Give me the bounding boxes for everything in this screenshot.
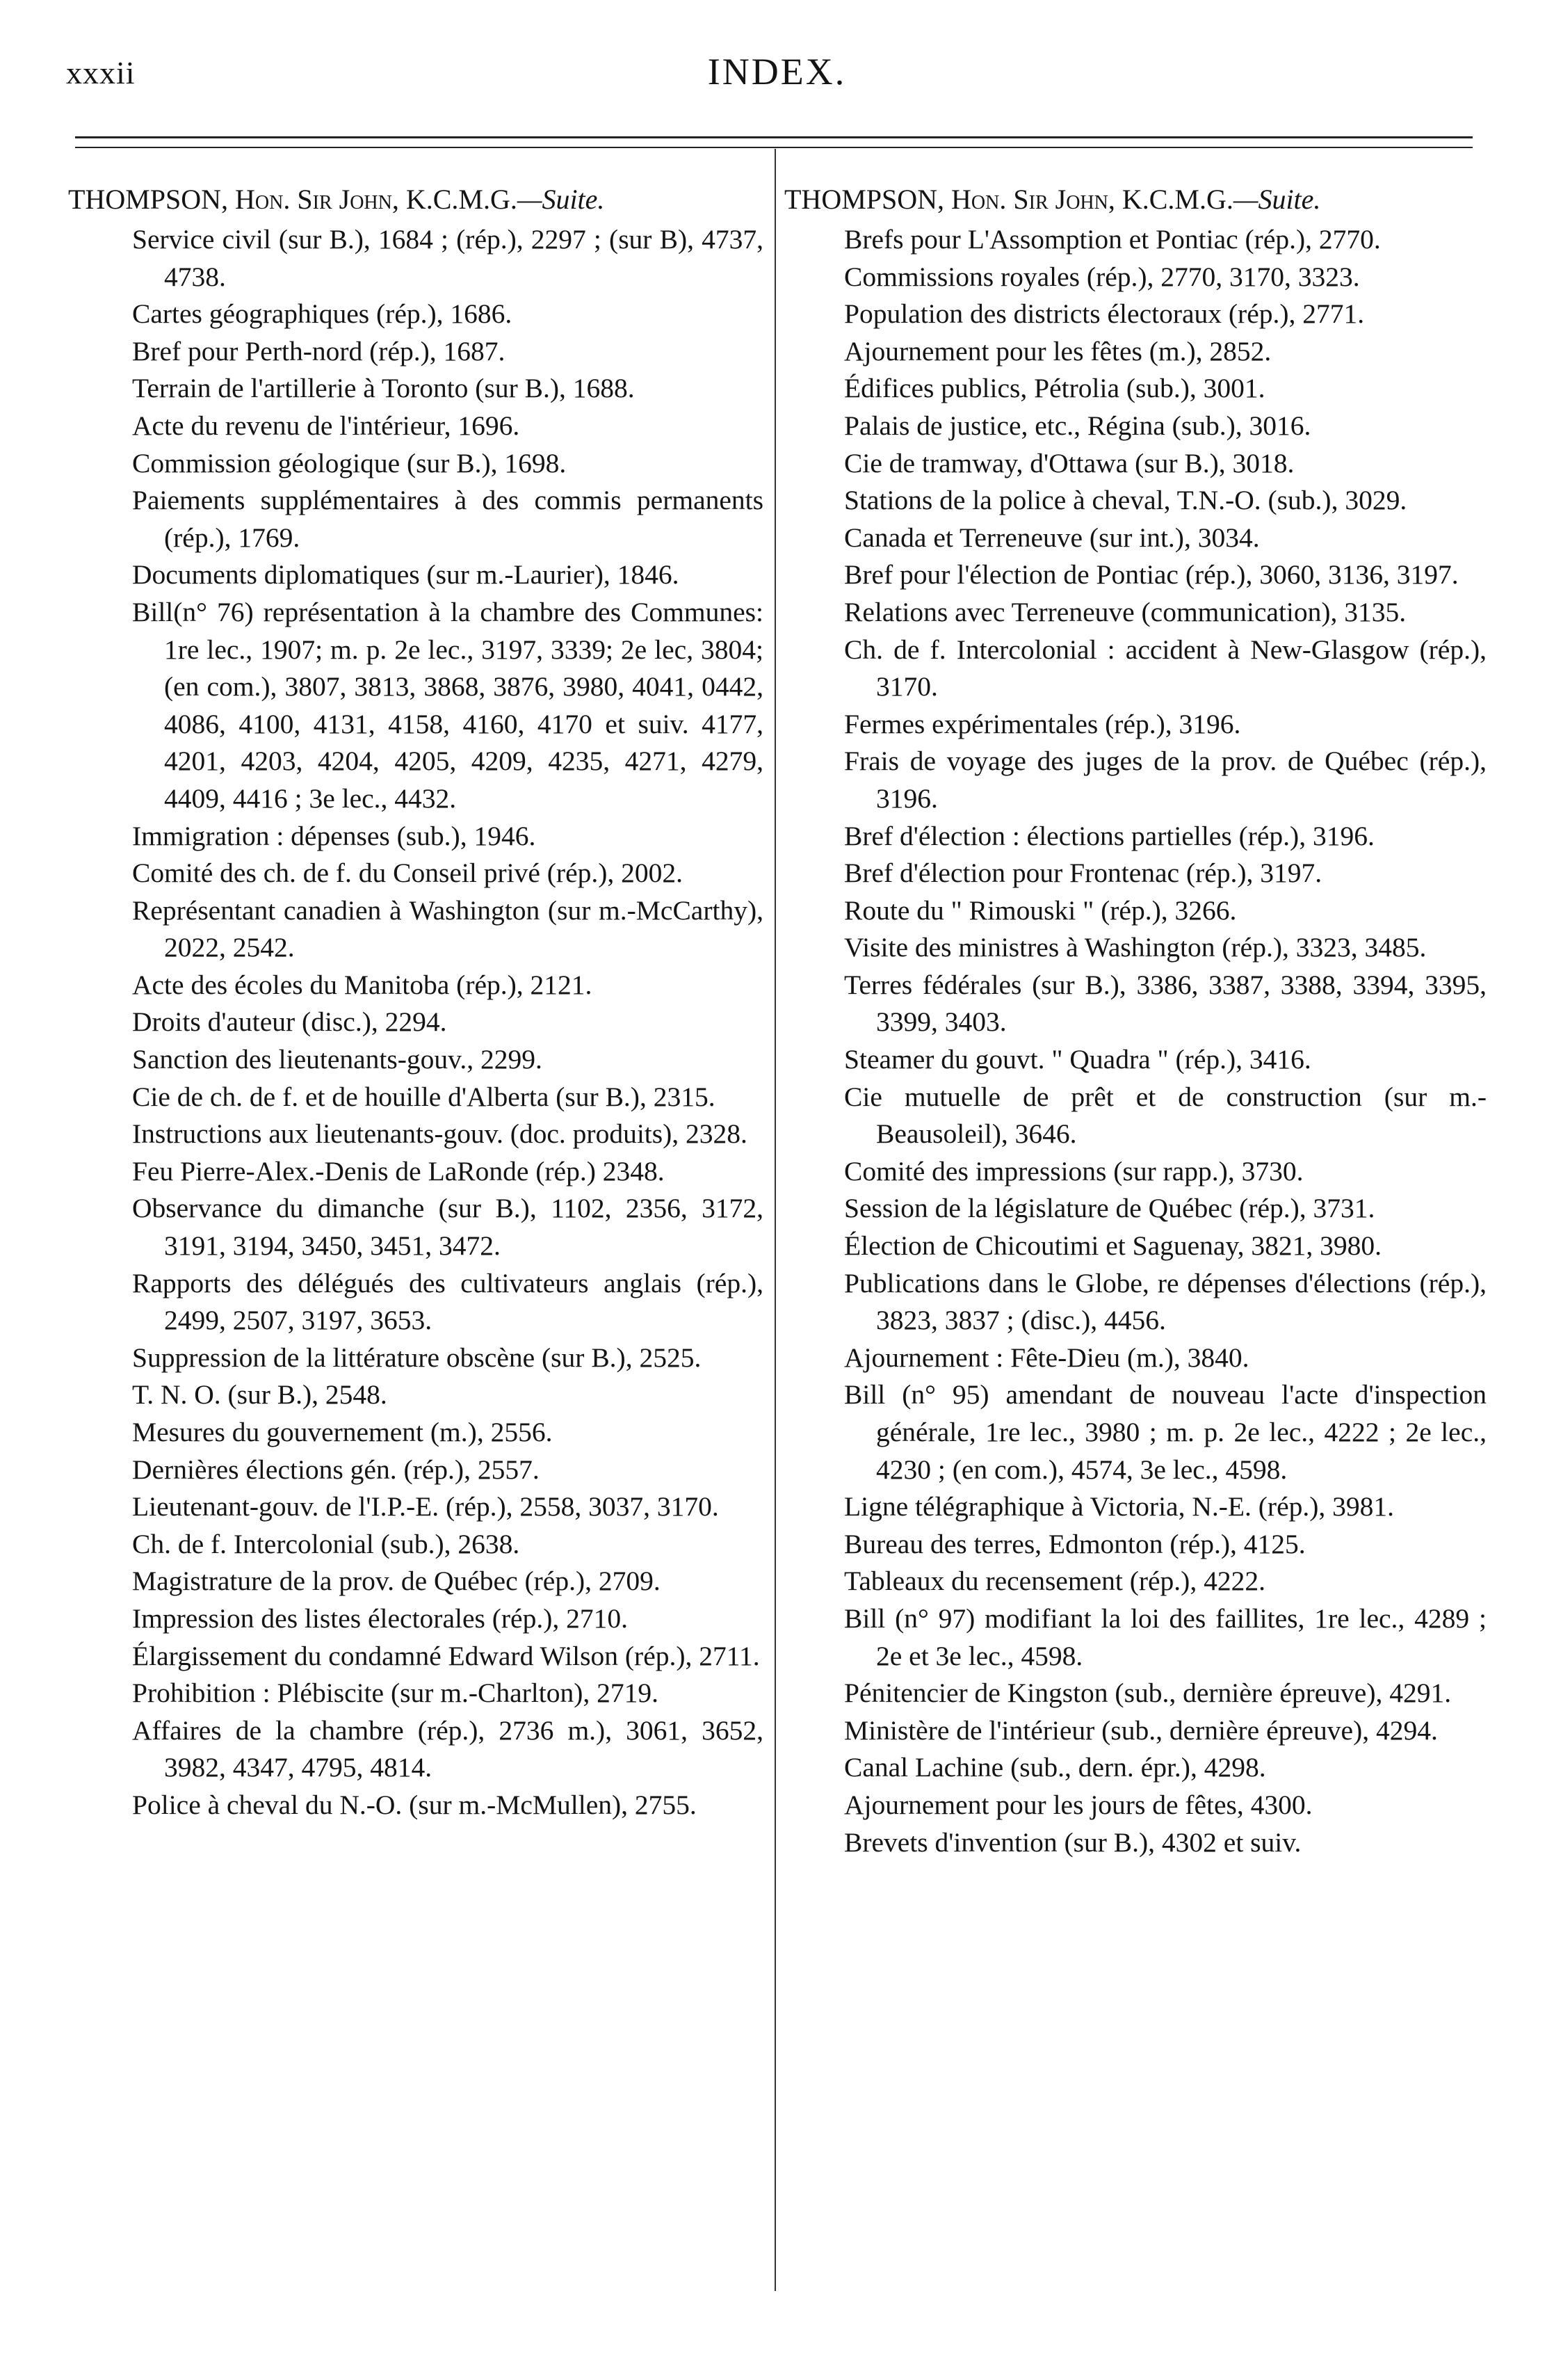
index-entry: Droits d'auteur (disc.), 2294. [132,1006,447,1038]
index-entry: Population des districts électoraux (rép.), 2771. [844,298,1365,330]
index-entry: Acte du revenu de l'intérieur, 1696. [132,410,520,441]
index-entry: Représentant canadien à Washington (sur m.-McCarthy), 2022, 2542. [132,894,763,963]
index-entry: Bref d'élection : élections partielles (rép.), 3196. [844,820,1375,851]
index-entry: Ajournement pour les fêtes (m.), 2852. [844,335,1272,367]
index-entry: Affaires de la chambre (rép.), 2736 m.), 3061, 3652, 3982, 4347, 4795, 4814. [132,1714,763,1783]
index-entry: Canal Lachine (sub., dern. épr.), 4298. [844,1752,1266,1783]
index-entry: Cie mutuelle de prêt et de construction (sur m.-Beausoleil), 3646. [844,1081,1487,1150]
right-column-heading [784,179,1487,220]
index-entry: Ch. de f. Intercolonial (sub.), 2638. [132,1528,520,1559]
index-entry: Bill (n° 97) modifiant la loi des faillites, 1re lec., 4289 ; 2e et 3e lec., 4598. [844,1602,1487,1671]
heading-suite: —Suite. [1233,184,1321,215]
index-entry: Rapports des délégués des cultivateurs anglais (rép.), 2499, 2507, 3197, 3653. [132,1267,763,1336]
index-entry: Fermes expérimentales (rép.), 3196. [844,708,1241,739]
index-entry: Relations avec Terreneuve (communication), 3135. [844,596,1407,627]
index-entry: Route du " Rimouski " (rép.), 3266. [844,894,1237,926]
heading-title: Hon. Sir John, K.C.M.G. [951,184,1233,215]
index-entry: Ajournement : Fête-Dieu (m.), 3840. [844,1342,1249,1373]
left-column-heading [68,179,763,220]
right-column [784,179,1487,1861]
index-entry: Comité des ch. de f. du Conseil privé (rép.), 2002. [132,858,683,889]
index-entry: Feu Pierre-Alex.-Denis de LaRonde (rép.) 2348. [132,1155,665,1187]
heading-suite: —Suite. [517,184,605,215]
index-entry: Bref d'élection pour Frontenac (rép.), 3197. [844,858,1322,889]
heading-title: Hon. Sir John, K.C.M.G. [235,184,517,215]
heading-name: THOMPSON, [784,184,945,215]
index-entry: Comité des impressions (sur rapp.), 3730. [844,1155,1304,1187]
index-entry: Mesures du gouvernement (m.), 2556. [132,1417,553,1447]
index-entry: Visite des ministres à Washington (rép.), 3323, 3485. [844,932,1427,963]
index-entry: Dernières élections gén. (rép.), 2557. [132,1454,540,1485]
index-entry: Instructions aux lieutenants-gouv. (doc. produits), 2328. [132,1118,747,1150]
index-entry: Immigration : dépenses (sub.), 1946. [132,820,536,851]
index-entry: Session de la législature de Québec (rép.), 3731. [844,1193,1375,1224]
index-entry: Bill(n° 76) représentation à la chambre des Communes: 1re lec., 1907; m. p. 2e lec., 3197, 3339; 2e lec, 3804; (en com.), 3807, 3813, 3868, 3876, 3980, 4041, 0442, 4086, 4100, 4131, 4158, 4160, 4170 et suiv. 4177, 4201, 4203, 4204, 4205, 4209, 4235, 4271, 4279, 4409, 4416 ; 3e lec., 4432. [132,596,763,814]
index-entry: Élargissement du condamné Edward Wilson (rép.), 2711. [132,1640,760,1671]
index-entry: Pénitencier de Kingston (sub., dernière épreuve), 4291. [844,1678,1452,1709]
index-entry: Élection de Chicoutimi et Saguenay, 3821, 3980. [844,1230,1382,1262]
index-entry: Bill (n° 95) amendant de nouveau l'acte d'inspection générale, 1re lec., 3980 ; m. p. 2e lec., 4222 ; 2e lec., 4230 ; (en com.), 4574, 3e lec., 4598. [844,1379,1487,1485]
index-entry: Magistrature de la prov. de Québec (rép.), 2709. [132,1566,661,1597]
index-entry: Lieutenant-gouv. de l'I.P.-E. (rép.), 2558, 3037, 3170. [132,1491,719,1522]
index-entry: Frais de voyage des juges de la prov. de Québec (rép.), 3196. [844,746,1487,814]
column-divider [775,149,776,2291]
index-entry: Tableaux du recensement (rép.), 4222. [844,1566,1265,1597]
index-entry: Commissions royales (rép.), 2770, 3170, 3323. [844,261,1360,292]
index-entry: Ministère de l'intérieur (sub., dernière épreuve), 4294. [844,1714,1438,1746]
index-entry: Acte des écoles du Manitoba (rép.), 2121. [132,969,592,1000]
index-entry: Brevets d'invention (sur B.), 4302 et suiv. [844,1826,1302,1858]
index-entry: Canada et Terreneuve (sur int.), 3034. [844,522,1260,553]
index-entry: Impression des listes électorales (rép.), 2710. [132,1602,628,1634]
heading-name: THOMPSON, [68,184,229,215]
index-entry: Cartes géographiques (rép.), 1686. [132,298,512,330]
index-entry: Paiements supplémentaires à des commis permanents (rép.), 1769. [132,485,763,553]
index-entry: Documents diplomatiques (sur m.-Laurier), 1846. [132,559,679,590]
page-folio: xxxii [66,55,136,90]
index-entry: Terres fédérales (sur B.), 3386, 3387, 3388, 3394, 3395, 3399, 3403. [844,969,1487,1038]
index-entry: Palais de justice, etc., Régina (sub.), 3016. [844,410,1311,441]
index-entry: Service civil (sur B.), 1684 ; (rép.), 2297 ; (sur B), 4737, 4738. [132,224,763,292]
index-entry: Observance du dimanche (sur B.), 1102, 2356, 3172, 3191, 3194, 3450, 3451, 3472. [132,1193,763,1262]
index-entry: Suppression de la littérature obscène (sur B.), 2525. [132,1342,702,1373]
index-entry: Terrain de l'artillerie à Toronto (sur B.), 1688. [132,373,635,404]
index-entry: Ch. de f. Intercolonial : accident à New-Glasgow (rép.), 3170. [844,634,1487,702]
index-entry: T. N. O. (sur B.), 2548. [132,1379,387,1410]
index-entry: Police à cheval du N.-O. (sur m.-McMullen), 2755. [132,1789,697,1820]
index-entry: Ligne télégraphique à Victoria, N.-E. (rép.), 3981. [844,1491,1395,1522]
index-entry: Bref pour l'élection de Pontiac (rép.), 3060, 3136, 3197. [844,559,1459,590]
index-entry: Publications dans le Globe, re dépenses d'élections (rép.), 3823, 3837 ; (disc.), 4456. [844,1267,1487,1336]
index-entry: Cie de tramway, d'Ottawa (sur B.), 3018. [844,447,1295,479]
index-entry: Bureau des terres, Edmonton (rép.), 4125. [844,1528,1306,1559]
index-entry: Sanction des lieutenants-gouv., 2299. [132,1044,542,1075]
index-entry: Prohibition : Plébiscite (sur m.-Charlton), 2719. [132,1678,659,1709]
left-column [68,179,763,1824]
header-rule-top [75,136,1473,138]
header-rule-bottom [75,147,1473,148]
right-entry-list [784,221,1487,1861]
left-entry-list [68,221,763,1824]
index-entry: Cie de ch. de f. et de houille d'Alberta (sur B.), 2315. [132,1081,715,1112]
index-entry: Steamer du gouvt. " Quadra " (rép.), 3416. [844,1044,1311,1075]
index-entry: Ajournement pour les jours de fêtes, 4300. [844,1789,1313,1820]
index-entry: Commission géologique (sur B.), 1698. [132,447,567,479]
index-entry: Édifices publics, Pétrolia (sub.), 3001. [844,373,1265,404]
index-entry: Brefs pour L'Assomption et Pontiac (rép.), 2770. [844,224,1381,255]
running-head-title: INDEX. [707,51,847,93]
index-entry: Bref pour Perth-nord (rép.), 1687. [132,335,505,367]
index-entry: Stations de la police à cheval, T.N.-O. (sub.), 3029. [844,485,1407,516]
